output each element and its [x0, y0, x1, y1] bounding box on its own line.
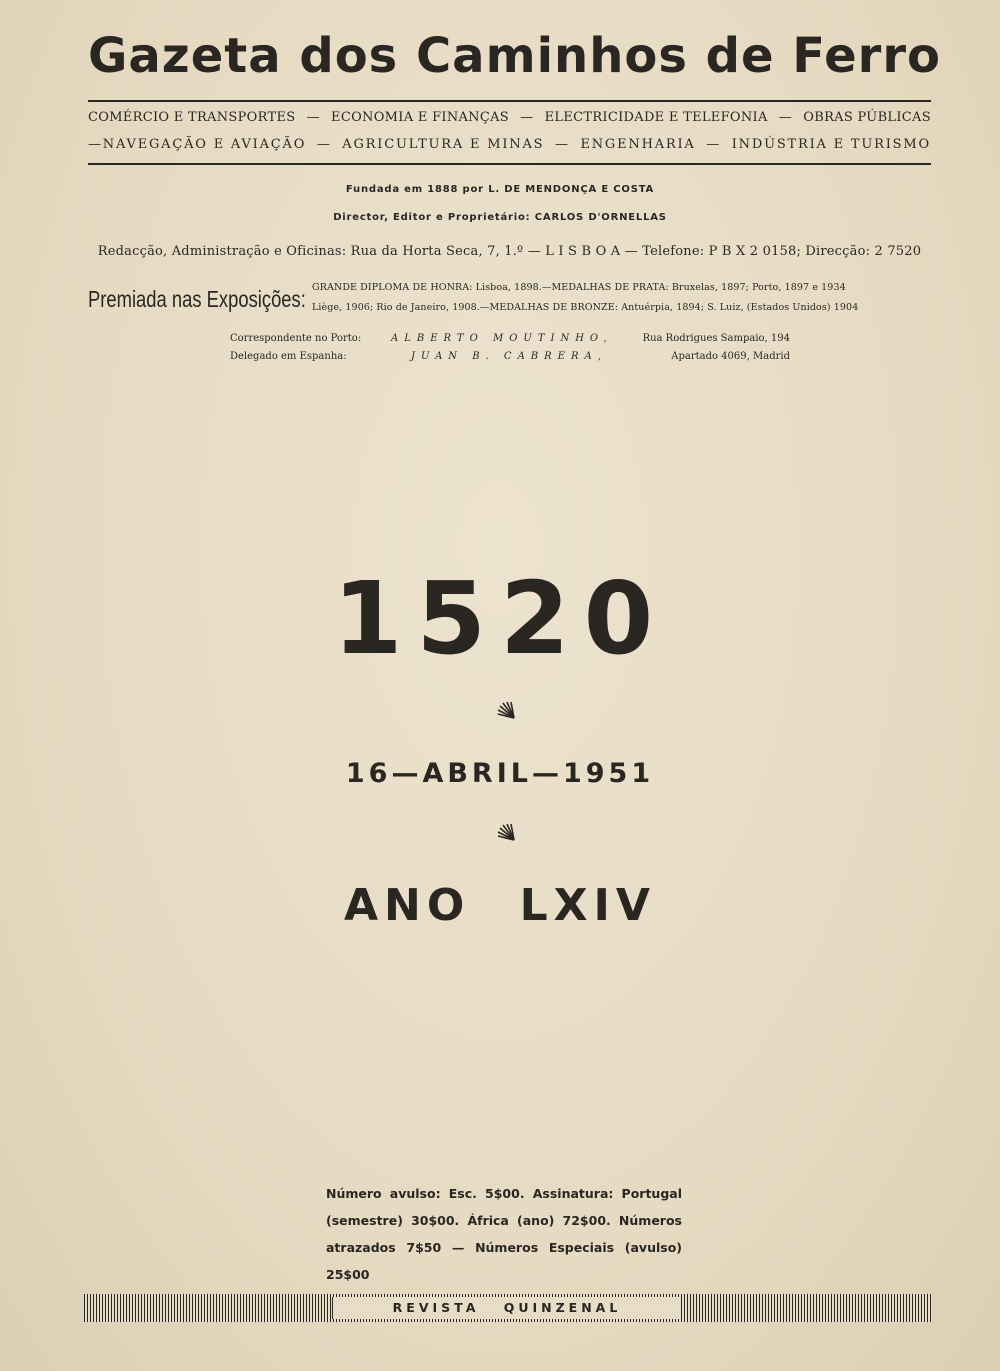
correspondent-porto — [230, 333, 790, 344]
issue-date: 16—ABRIL—1951 — [345, 758, 655, 789]
subject-dash: — — [555, 137, 570, 152]
subject-dash: — — [778, 110, 793, 125]
price-info: Número avulso: Esc. 5$00. Assinatura: Portugal (semestre) 30$00. África (ano) 72$00. Números atrazados 7$50 — Números Especiais (avulso) 25$00 — [326, 1186, 682, 1282]
issue-year: ANO LXIV — [344, 880, 656, 931]
issue-number: 1520 — [332, 560, 668, 677]
subjects-line-2 — [88, 137, 931, 152]
correspondent-address: Rua Rodrigues Sampaio, 194 — [642, 333, 790, 344]
fan-ornament-icon — [496, 700, 516, 720]
fan-ornament-icon — [496, 822, 516, 842]
awards-label: Premiada nas Exposições: — [88, 286, 306, 312]
awards-line-2: Liège, 1906; Rio de Janeiro, 1908.—MEDALHAS DE BRONZE: Antuérpia, 1894; S. Luiz, (Estados Unidos) 1904 — [312, 302, 859, 313]
subjects-line-1 — [88, 110, 931, 125]
subject-dash: — — [520, 110, 534, 125]
delegate-spain — [230, 351, 790, 362]
founded-line: Fundada em 1888 por L. DE MENDONÇA E COSTA — [345, 184, 655, 195]
subject-item: ECONOMIA E FINANÇAS — [331, 110, 509, 125]
footer-label: REVISTA QUINZENAL — [332, 1297, 682, 1319]
address-line: Redacção, Administração e Oficinas: Rua da Horta Seca, 7, 1.º — L I S B O A — Telefone: P B X 2 0158; Direcção: 2 7520 — [97, 244, 922, 259]
delegate-address: Apartado 4069, Madrid — [671, 351, 790, 362]
subject-dash: — — [316, 137, 332, 152]
rule-top — [88, 100, 931, 102]
director-line: Director, Editor e Proprietário: CARLOS D'ORNELLAS — [333, 212, 667, 223]
subject-item: OBRAS PÚBLICAS — [803, 110, 931, 125]
rule-subjects — [88, 163, 931, 165]
subject-item: AGRICULTURA E MINAS — [342, 137, 545, 152]
subject-item: ENGENHARIA — [580, 137, 696, 152]
subject-dash: — — [706, 137, 722, 152]
subject-dash: — — [306, 110, 320, 125]
subject-item: COMÉRCIO E TRANSPORTES — [88, 110, 296, 125]
subject-item: —NAVEGAÇÃO E AVIAÇÃO — [88, 137, 307, 152]
masthead-title: Gazeta dos Caminhos de Ferro — [88, 28, 941, 84]
correspondent-name: ALBERTO MOUTINHO, — [391, 333, 613, 344]
subject-item: ELECTRICIDADE E TELEFONIA — [544, 110, 768, 125]
delegate-name: JUAN B. CABRERA, — [410, 351, 607, 362]
delegate-label: Delegado em Espanha: — [230, 351, 347, 362]
correspondent-label: Correspondente no Porto: — [230, 333, 362, 344]
subject-item: INDÚSTRIA E TURISMO — [731, 137, 931, 152]
awards-line-1: GRANDE DIPLOMA DE HONRA: Lisboa, 1898.—MEDALHAS DE PRATA: Bruxelas, 1897; Porto, 1897 e 1934 — [312, 282, 846, 293]
